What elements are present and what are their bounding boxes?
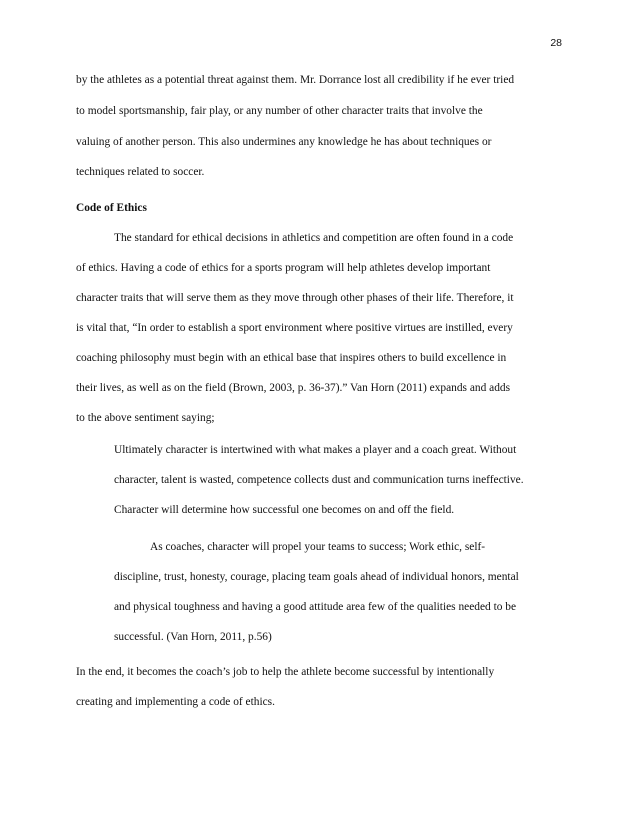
block-quote-line: Ultimately character is intertwined with what makes a player and a coach great. Without xyxy=(114,444,517,456)
body-text-line: In the end, it becomes the coach’s job to help the athlete become successful by intentionally xyxy=(76,666,495,678)
block-quote-line: and physical toughness and having a good attitude area few of the qualities needed to be xyxy=(114,601,517,613)
body-text-line: their lives, as well as on the field (Brown, 2003, p. 36-37).” Van Horn (2011) expands and adds xyxy=(76,382,511,394)
body-text-line: creating and implementing a code of ethics. xyxy=(76,696,275,708)
body-text-line: character traits that will serve them as they move through other phases of their life. Therefore, it xyxy=(76,292,514,304)
body-text-line: coaching philosophy must begin with an ethical base that inspires others to build excellence in xyxy=(76,352,507,364)
body-text-line: of ethics. Having a code of ethics for a sports program will help athletes develop important xyxy=(76,262,491,274)
section-heading: Code of Ethics xyxy=(76,202,147,214)
body-text-line: by the athletes as a potential threat against them. Mr. Dorrance lost all credibility if he ever tried xyxy=(76,74,515,86)
block-quote-line: successful. (Van Horn, 2011, p.56) xyxy=(114,631,272,643)
body-text-line: to the above sentiment saying; xyxy=(76,412,215,424)
block-quote-line: character, talent is wasted, competence collects dust and communication turns ineffective. xyxy=(114,474,524,486)
body-text-line: to model sportsmanship, fair play, or any number of other character traits that involve the xyxy=(76,105,483,117)
body-text-line: is vital that, “In order to establish a sport environment where positive virtues are instilled, every xyxy=(76,322,513,334)
body-text-line: The standard for ethical decisions in athletics and competition are often found in a code xyxy=(114,232,514,244)
body-text-line: valuing of another person. This also undermines any knowledge he has about techniques or xyxy=(76,136,492,148)
page-number: 28 xyxy=(550,37,562,49)
body-text-line: techniques related to soccer. xyxy=(76,166,205,178)
block-quote-line: As coaches, character will propel your teams to success; Work ethic, self- xyxy=(150,541,486,553)
block-quote-line: Character will determine how successful one becomes on and off the field. xyxy=(114,504,455,516)
block-quote-line: discipline, trust, honesty, courage, placing team goals ahead of individual honors, mental xyxy=(114,571,519,583)
